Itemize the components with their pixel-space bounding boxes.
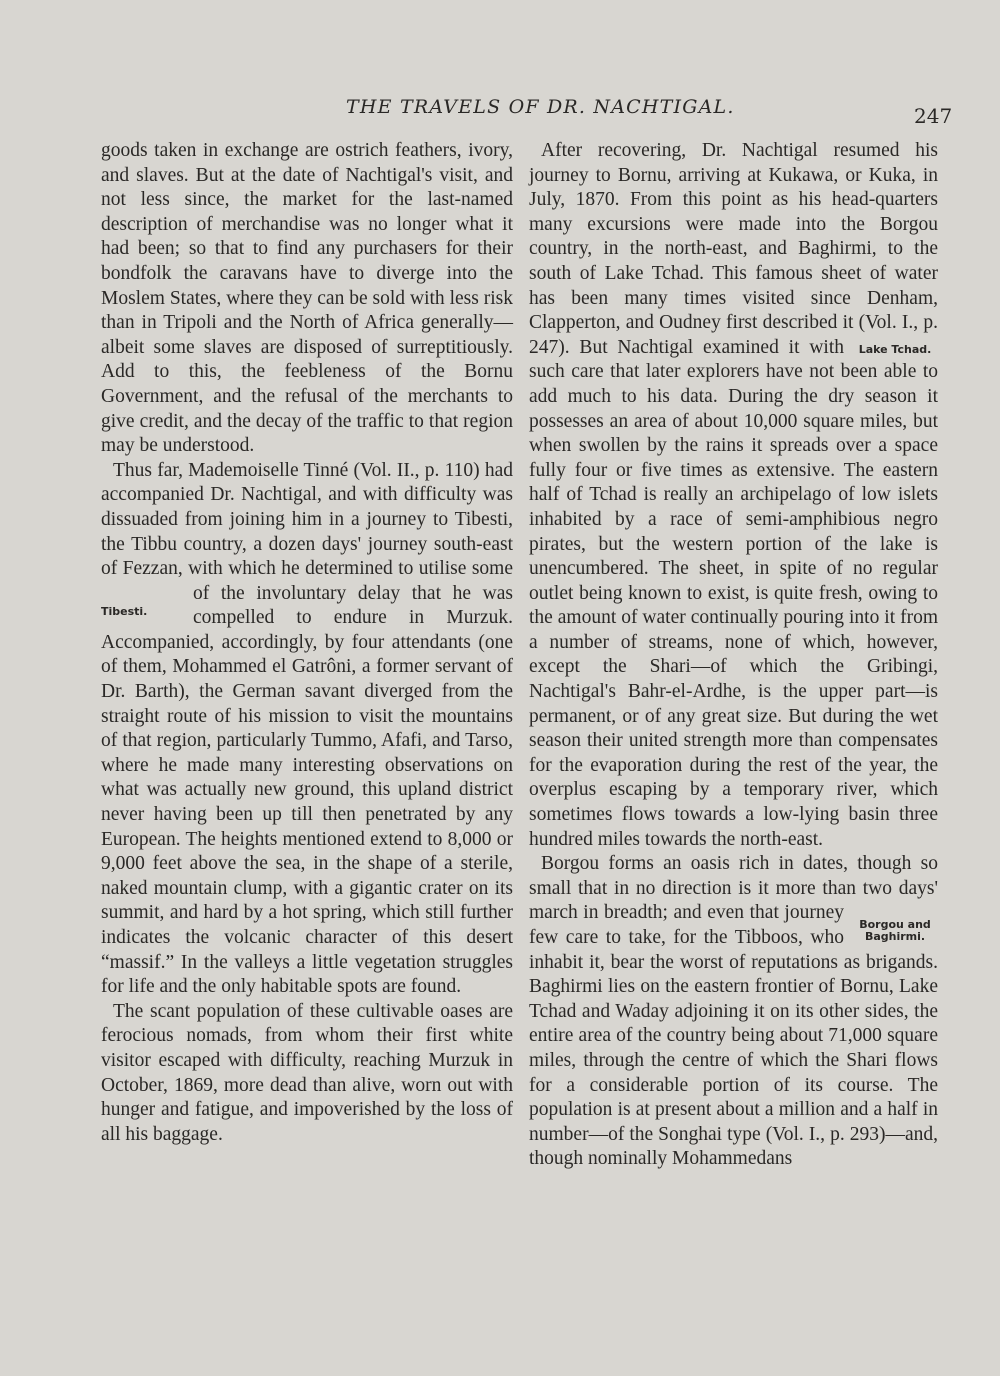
paragraph-tinne-rest: some of the involuntary delay that he was compelled to endure in Murzuk. Accompanied, accordingly, by four attendants (one of them, Mohammed el Gatrôni, a former servant of Dr. Barth), the German savant diverged from the straight route of his mission to visit the mountains of that region, particularly Tummo, Afafi, and Tarso, where he made many interesting observations on what was actually new ground, this upland district never having been up till then penetrated by any European. The heights mentioned extend to 8,000 or 9,000 feet above the sea, in the shape of a sterile, naked mountain clump, with a gigantic crater on its summit, and hard by a hot spring, which still further indicates the volcanic character of this desert “massif.” In the valleys a little vegetation struggles for life and the only habitable spots are found. <box>101 558 514 998</box>
paragraph-recovering-rest: it with such care that later explorers have not been able to add much to his data. During the dry season it possesses an area of about 10,000 square miles, but when swollen by the rains it spreads over a space fully four or five times as extensive. The eastern half of Tchad is really an archipelago of low islets inhabited by a race of semi-amphibious negro pirates, but the western portion of the lake is unencumbered. The sheet, in spite of no regular outlet being known to exist, is quite fresh, owing to the amount of water continually pouring into it from a number of streams, none of which, however, except the Shari—of which the Gribingi, Nachtigal's Bahr-el-Ardhe, is the upper part—is permanent, or of any great size. But during the wet season their united strength more than compensates for the evaporation during the rest of the year, the overplus escaping by a temporary river, which sometimes flows towards a low-lying basin three hundred miles towards the north-east. <box>529 336 938 850</box>
sidenote-tibesti: Tibesti. <box>101 604 148 618</box>
paragraph-goods: goods taken in exchange are ostrich feathers, ivory, and slaves. But at the date of Nachtigal's visit, and not less since, the market for the last-named description of merchandise was no longer what it had been; so that to find any purchasers for their bondfolk the caravans have to diverge into the Moslem States, where they can be sold with less risk than in Tripoli and the North of Africa generally—albeit some slaves are disposed of surreptitiously. Add to this, the feebleness of the Bornu Government, and the refusal of the merchants to give credit, and the decay of the traffic to that region may be understood. <box>101 140 513 457</box>
paragraph-borgou-rest: even that journey few care to take, for the Tibboos, who inhabit it, bear the worst of reputations as brigands. Baghirmi lies on the eastern frontier of Bornu, Lake Tchad and Waday adjoining it on its other sides, the entire area of the country being about 71,000 square miles, through the centre of which the Shari flows for a considerable portion of its course. The population is at present about a million and a half in number—of the Songhai type (Vol. I., p. 293)—and, though nominally Mohammedans <box>529 902 938 1170</box>
paragraph-tinne-start: Thus far, Mademoiselle Tinné (Vol. II., p. 110) had accompanied Dr. Nachtigal, and with difficulty was dissuaded from joining him in a journey to Tibesti, the Tibbu country, a dozen days' journey south-east of Fezzan, with which he determined to utilise <box>101 459 513 580</box>
right-column <box>529 139 938 1172</box>
sidenote-lake-tchad: Lake Tchad. <box>858 342 932 356</box>
paragraph-borgou-start: Borgou forms an oasis rich in dates, though so small that in no direction is it more than two days' march in breadth; and <box>529 853 938 924</box>
paragraph-tinne <box>101 459 513 1000</box>
paragraph-population: The scant population of these cultivable oases are ferocious nomads, from whom their first white visitor escaped with difficulty, reaching Murzuk in October, 1869, more dead than alive, worn out with hunger and fatigue, and impoverished by the loss of all his baggage. <box>101 1000 513 1145</box>
page-number: 247 <box>914 104 953 128</box>
paragraph-borgou <box>529 852 938 1172</box>
paragraph-recovering <box>529 139 938 852</box>
running-header-title: THE TRAVELS OF DR. NACHTIGAL. <box>346 96 735 118</box>
paragraph-recovering-start: After recovering, Dr. Nachtigal resumed his journey to Bornu, arriving at Kukawa, or Kuka, in July, 1870. From this point as his head-quarters many excursions were made into the Borgou country, in the north-east, and Baghirmi, to the south of Lake Tchad. This famous sheet of water has been many times visited since Denham, Clapperton, and Oudney first described it (Vol. I., p. 247). But Nachtigal examined <box>529 140 938 358</box>
left-column <box>101 139 513 1147</box>
sidenote-borgou-baghirmi: Borgou and Baghirmi. <box>859 918 931 944</box>
